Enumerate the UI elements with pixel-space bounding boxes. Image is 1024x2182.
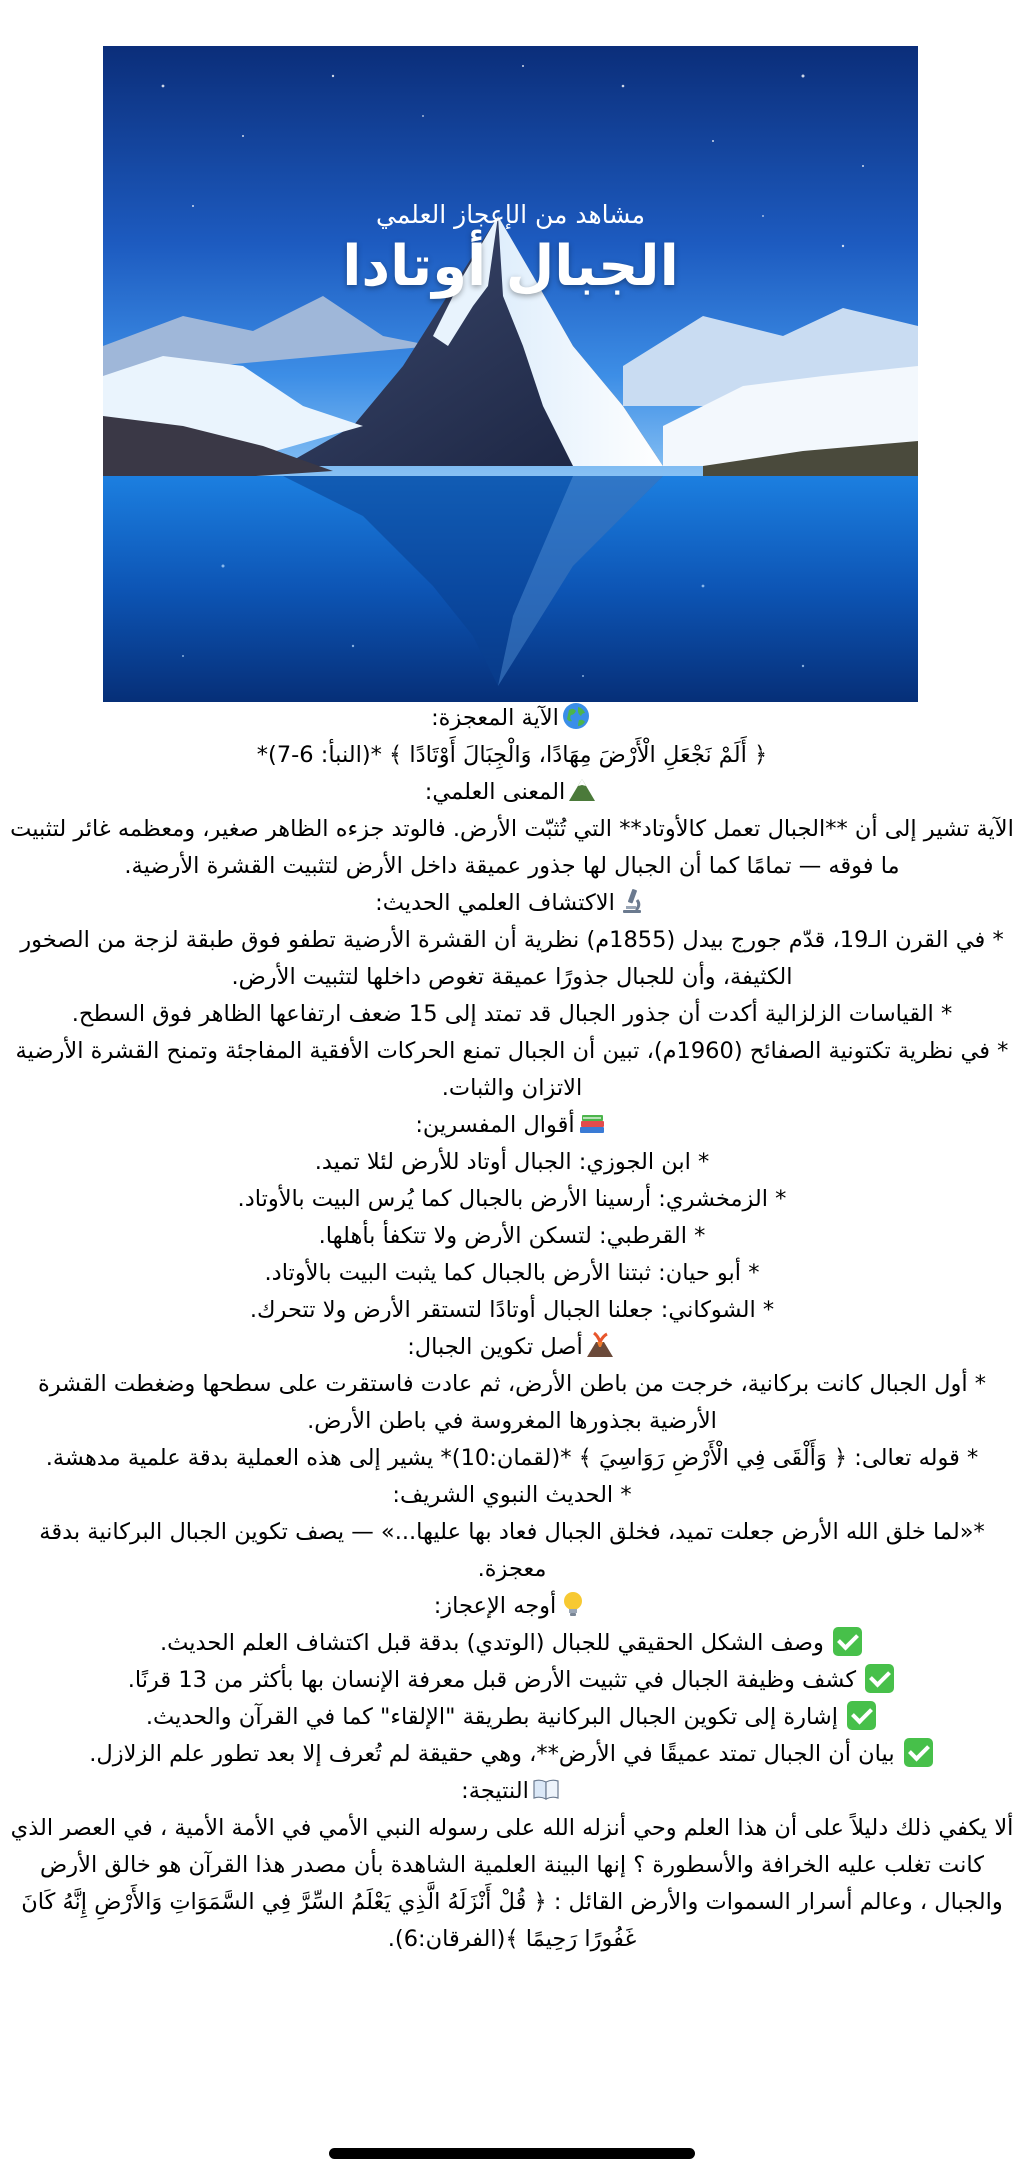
paragraph: ألا يكفي ذلك دليلاً على أن هذا العلم وحي أنزله الله على رسوله النبي الأمي في الأمة الأمية ، في العصر الذي كانت تغلب عليه الخرافة والأسطورة ؟ إنها البينة العلمية الشاهدة بأن مصدر هذا القرآن هو خالق الأرض والجبال ، وعالم أسرار السموات والأرض القائل : ﴿ قُلْ أَنْزَلَهُ الَّذِي يَعْلَمُ السِّرَّ فِي السَّمَوَاتِ وَالأَرْضِ إِنَّهُ كَانَ غَفُورًا رَحِيمًا ﴾(الفرقان:6).: [10, 1815, 1014, 1952]
list-item: وصف الشكل الحقيقي للجبال (الوتدي) بدقة قبل اكتشاف العلم الحديث.: [0, 1625, 1024, 1662]
list-item: إشارة إلى تكوين الجبال البركانية بطريقة "الإلقاء" كما في القرآن والحديث.: [0, 1699, 1024, 1736]
section-heading: المعنى العلمي:: [0, 774, 1024, 811]
globe-icon: [561, 701, 591, 731]
quran-verse: ﴿ أَلَمْ نَجْعَلِ الْأَرْضَ مِهَادًا، وَالْجِبَالَ أَوْتَادًا ﴾ *(النبأ: 6-7)*: [256, 742, 768, 768]
volcano-icon: [585, 1330, 615, 1360]
paragraph: * في نظرية تكتونية الصفائح (1960م)، تبين أن الجبال تمنع الحركات الأفقية المفاجئة وتمنح القشرة الأرضية الاتزان والثبات.: [15, 1038, 1009, 1101]
open-book-icon: [531, 1774, 561, 1804]
paragraph: * الشوكاني: جعلنا الجبال أوتادًا لتستقر الأرض ولا تتحرك.: [249, 1297, 775, 1323]
section-heading: أصل تكوين الجبال:: [0, 1329, 1024, 1366]
check-icon: [904, 1738, 933, 1767]
paragraph: * أول الجبال كانت بركانية، خرجت من باطن الأرض، ثم عادت فاستقرت على سطحها وضغطت القشرة الأرضية بجذورها المغروسة في باطن الأرض.: [37, 1371, 986, 1434]
section-heading: أوجه الإعجاز:: [0, 1588, 1024, 1625]
check-icon: [833, 1627, 862, 1656]
books-icon: [577, 1108, 607, 1138]
paragraph: * في القرن الـ19، قدّم جورج بيدل (1855م) نظرية أن القشرة الأرضية تطفو فوق طبقة لزجة من الصخور الكثيفة، وأن للجبال جذورًا عميقة تغوص داخلها لتثبيت الأرض.: [20, 927, 1004, 990]
microscope-icon: [617, 886, 647, 916]
paragraph: * ابن الجوزي: الجبال أوتاد للأرض لئلا تميد.: [314, 1149, 710, 1175]
section-heading: الاكتشاف العلمي الحديث:: [0, 885, 1024, 922]
home-indicator[interactable]: [329, 2148, 695, 2159]
check-icon: [847, 1701, 876, 1730]
section-heading: الآية المعجزة:: [0, 700, 1024, 737]
bulb-icon: [558, 1589, 588, 1619]
list-item: كشف وظيفة الجبال في تثبيت الأرض قبل معرفة الإنسان بها بأكثر من 13 قرنًا.: [0, 1662, 1024, 1699]
hero-subtitle: مشاهد من الإعجاز العلمي: [376, 200, 645, 229]
hero-image: [103, 46, 918, 702]
check-icon: [865, 1664, 894, 1693]
paragraph: * أبو حيان: ثبتنا الأرض بالجبال كما يثبت البيت بالأوتاد.: [264, 1260, 760, 1286]
list-item: بيان أن الجبال تمتد عميقًا في الأرض**، وهي حقيقة لم تُعرف إلا بعد تطور علم الزلازل.: [0, 1736, 1024, 1773]
paragraph: * الحديث النبوي الشريف:: [392, 1482, 632, 1508]
paragraph: * قوله تعالى: ﴿ وَأَلْقَى فِي الْأَرْضِ رَوَاسِيَ ﴾ *(لقمان:10)* يشير إلى هذه العملية بدقة علمية مدهشة.: [45, 1445, 979, 1471]
paragraph: * الزمخشري: أرسينا الأرض بالجبال كما يُرس البيت بالأوتاد.: [237, 1186, 787, 1212]
section-heading: أقوال المفسرين:: [0, 1107, 1024, 1144]
mountain-icon: [567, 775, 597, 805]
paragraph: *«لما خلق الله الأرض جعلت تميد، فخلق الجبال فعاد بها عليها...» — يصف تكوين الجبال البركانية بدقة معجزة.: [39, 1519, 985, 1582]
paragraph: الآية تشير إلى أن **الجبال تعمل كالأوتاد** التي تُثبّت الأرض. فالوتد جزءه الظاهر صغير، ومعظمه غائر لتثبيت ما فوقه — تمامًا كما أن الجبال لها جذور عميقة داخل الأرض لتثبيت القشرة الأرضية.: [10, 816, 1014, 879]
article-body: [0, 700, 1024, 1958]
section-heading: النتيجة:: [0, 1773, 1024, 1810]
hero-title: الجبال أوتادا: [342, 234, 679, 299]
mountain-lake-illustration: [103, 46, 918, 702]
paragraph: * القرطبي: لتسكن الأرض ولا تتكفأ بأهلها.: [318, 1223, 706, 1249]
paragraph: * القياسات الزلزالية أكدت أن جذور الجبال قد تمتد إلى 15 ضعف ارتفاعها الظاهر فوق السطح.: [71, 1001, 953, 1027]
